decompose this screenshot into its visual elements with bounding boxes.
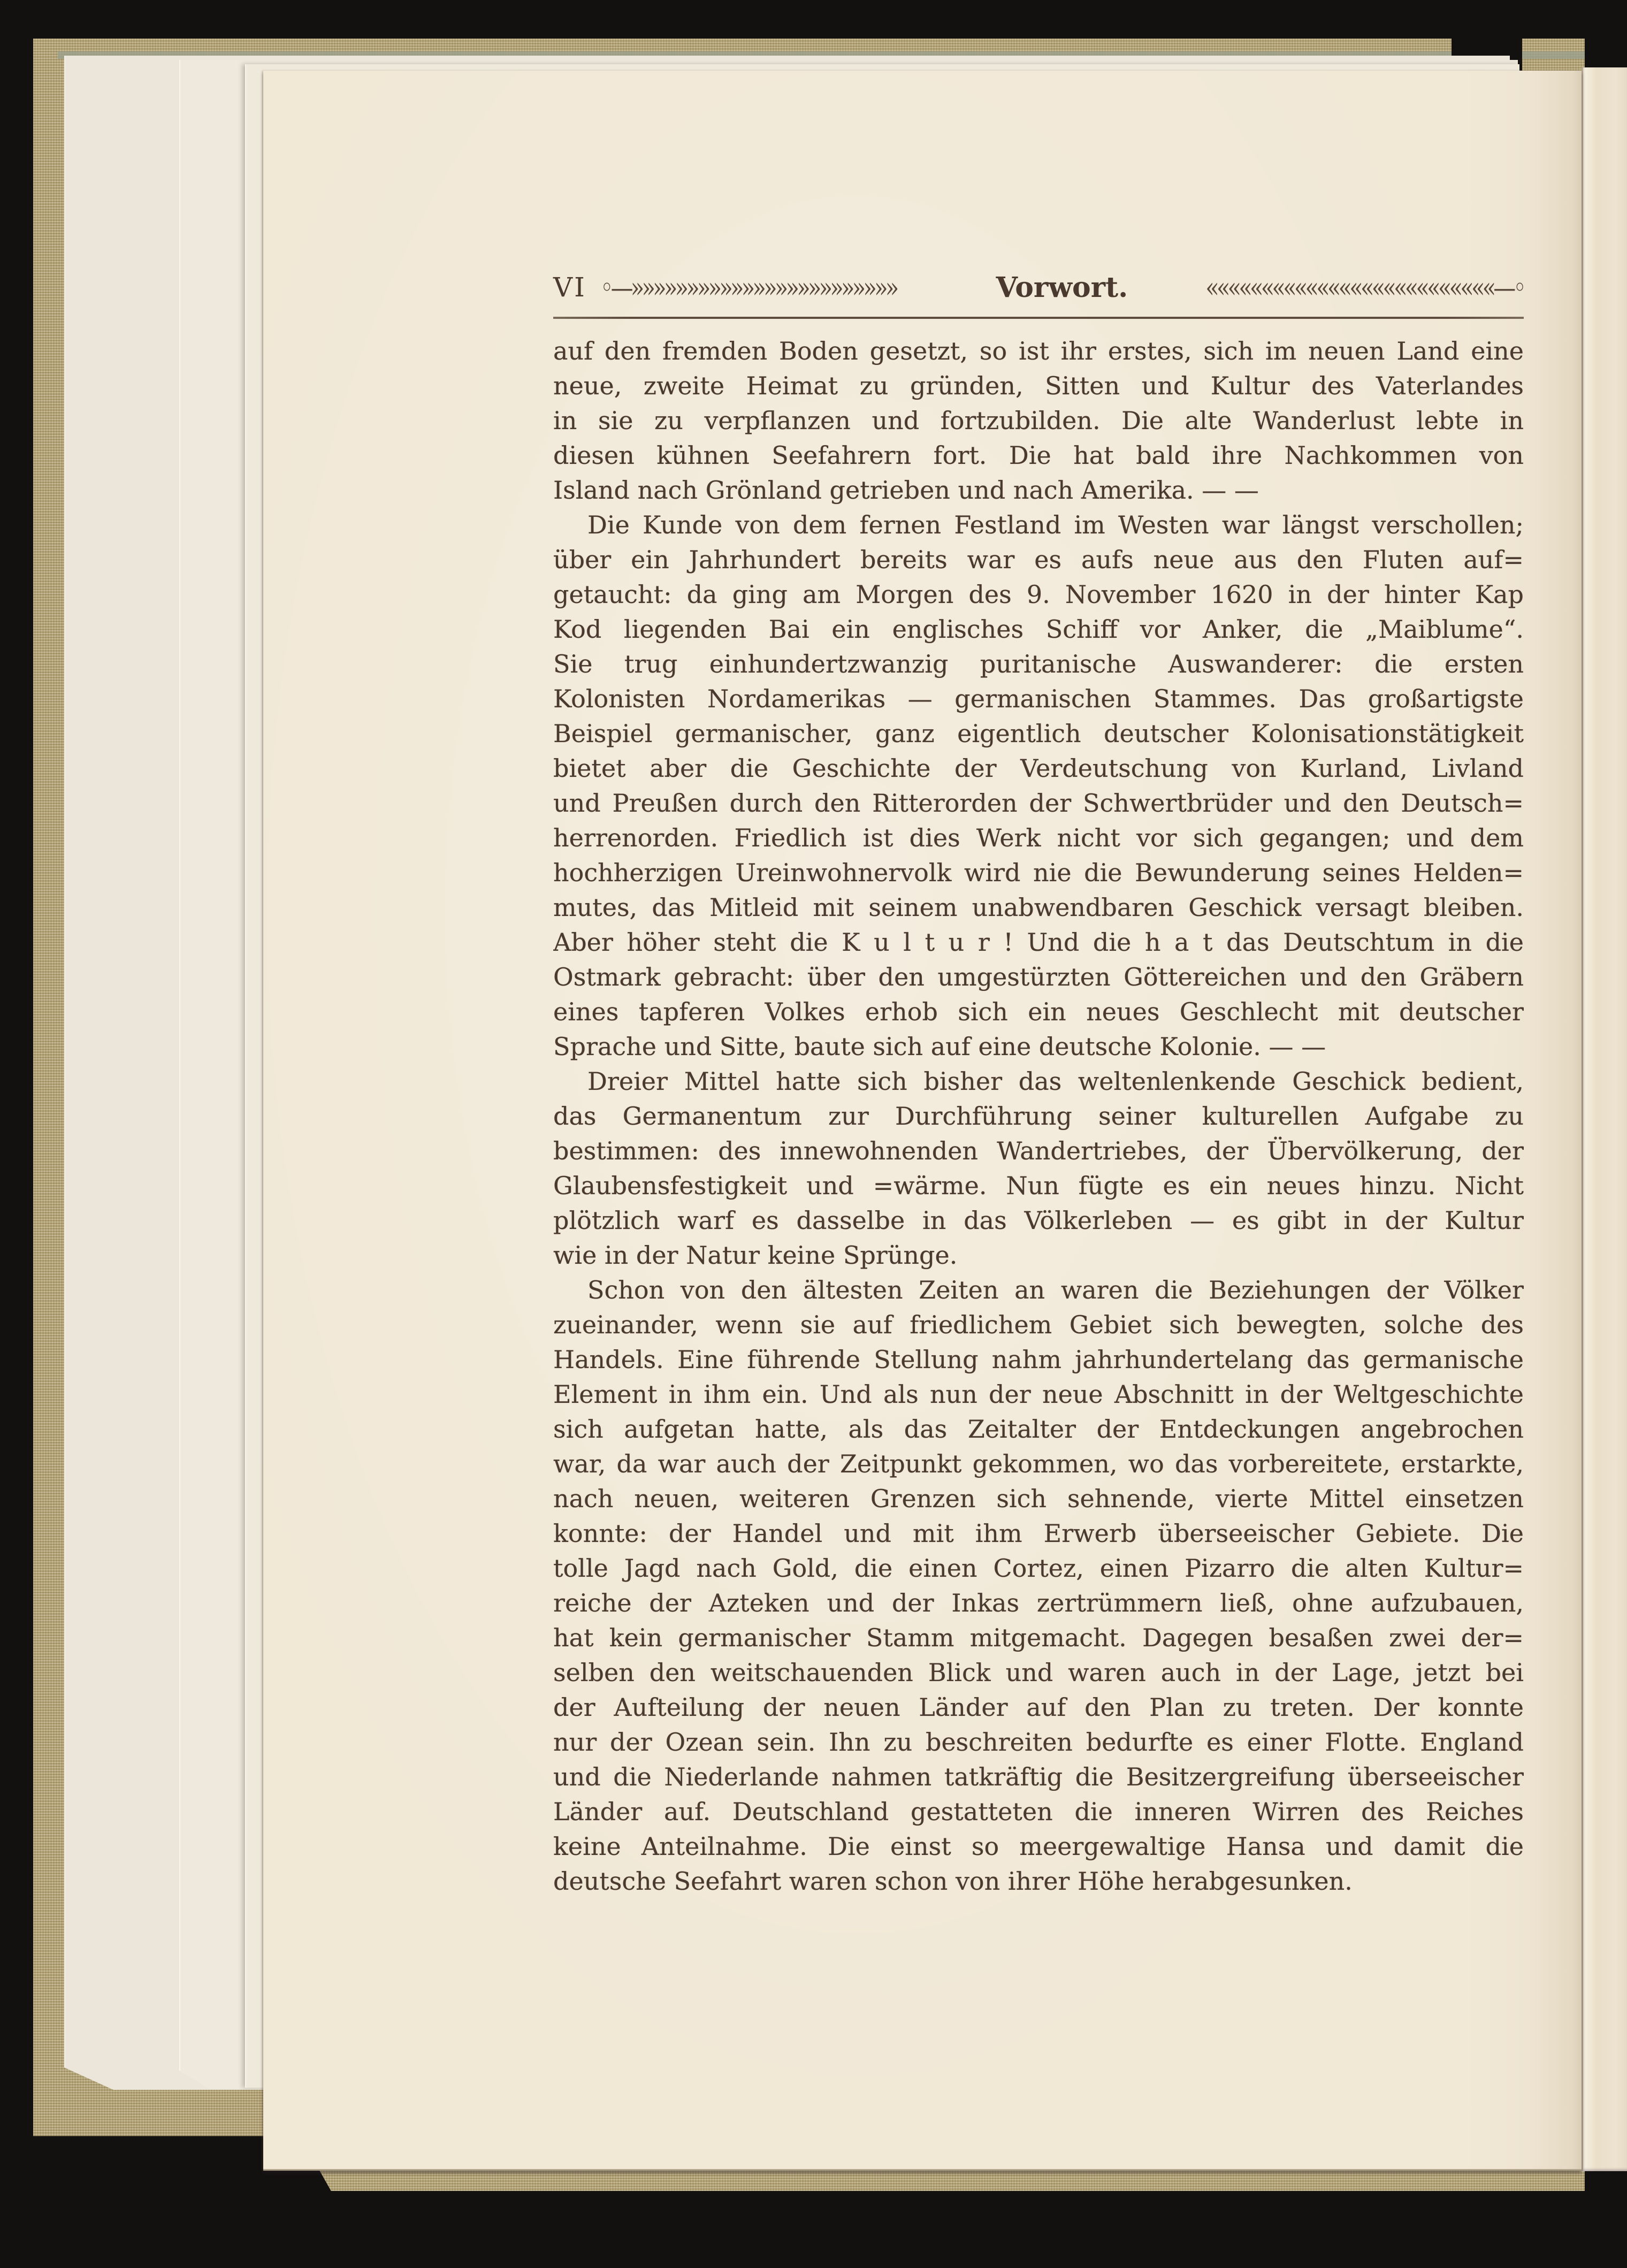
- text-line: neue, zweite Heimat zu gründen, Sitten und Kultur des Vaterlandes: [553, 371, 1524, 400]
- text-line: Kolonisten Nordamerikas — germanischen Stammes. Das großartigste: [553, 684, 1524, 713]
- page-number: VI: [553, 272, 586, 303]
- paragraph: [553, 1064, 1524, 1273]
- text-line: tolle Jagd nach Gold, die einen Cortez, einen Pizarro die alten Kultur=: [553, 1554, 1524, 1583]
- text-line: der Aufteilung der neuen Länder auf den Plan zu treten. Der konnte: [553, 1693, 1524, 1722]
- text-line: Glaubensfestigkeit und =wärme. Nun fügte es ein neues hinzu. Nicht: [553, 1171, 1524, 1200]
- text-line: Ostmark gebracht: über den umgestürzten Göttereichen und den Gräbern: [553, 963, 1524, 991]
- paragraph: [553, 334, 1524, 508]
- text-line: Länder auf. Deutschland gestatteten die inneren Wirren des Reiches: [553, 1797, 1524, 1826]
- text-line: Sprache und Sitte, baute sich auf eine deutsche Kolonie. — —: [553, 1032, 1326, 1061]
- text-line: Island nach Grönland getrieben und nach Amerika. — —: [553, 476, 1259, 505]
- text-line: und die Niederlande nahmen tatkräftig die Besitzergreifung überseeischer: [553, 1762, 1524, 1791]
- text-line: auf den fremden Boden gesetzt, so ist ihr erstes, sich im neuen Land eine: [553, 337, 1524, 365]
- text-line: zueinander, wenn sie auf friedlichem Gebiet sich bewegten, solche des: [553, 1310, 1524, 1339]
- page-title: Vorwort.: [996, 271, 1128, 304]
- text-line: und Preußen durch den Ritterorden der Schwertbrüder und den Deutsch=: [553, 789, 1524, 818]
- text-line: das Germanentum zur Durchführung seiner kulturellen Aufgabe zu: [553, 1102, 1524, 1131]
- text-line: bestimmen: des innewohnenden Wandertriebes, der Übervölkerung, der: [553, 1136, 1524, 1165]
- text-line: nur der Ozean sein. Ihn zu beschreiten bedurfte es einer Flotte. England: [553, 1728, 1524, 1757]
- book-page: [263, 71, 1582, 2171]
- text-line: über ein Jahrhundert bereits war es aufs neue aus den Fluten auf=: [553, 545, 1524, 574]
- text-line: Sie trug einhundertzwanzig puritanische Auswanderer: die ersten: [553, 650, 1524, 678]
- text-line: eines tapferen Volkes erhob sich ein neues Geschlecht mit deutscher: [553, 997, 1524, 1026]
- text-line: herrenorden. Friedlich ist dies Werk nicht vor sich gegangen; und dem: [553, 823, 1524, 852]
- text-line: mutes, das Mitleid mit seinem unabwendbaren Geschick versagt bleiben.: [553, 893, 1524, 922]
- ornament-arrows-right-icon: ««««««««««««««««««««««««««—◦: [1205, 271, 1524, 304]
- text-line: Schon von den ältesten Zeiten an waren die Beziehungen der Völker: [587, 1276, 1524, 1304]
- text-line: Aber höher steht die K u l t u r ! Und die h a t das Deutschtum in die: [553, 928, 1524, 957]
- body-text: [553, 334, 1524, 1899]
- text-line: plötzlich warf es dasselbe in das Völkerleben — es gibt in der Kultur: [553, 1206, 1524, 1235]
- text-line: nach neuen, weiteren Grenzen sich sehnende, vierte Mittel einsetzen: [553, 1484, 1524, 1513]
- text-line: Element in ihm ein. Und als nun der neue Abschnitt in der Weltgeschichte: [553, 1380, 1524, 1409]
- text-line: reiche der Azteken und der Inkas zertrümmern ließ, ohne aufzubauen,: [553, 1589, 1524, 1617]
- text-line: hochherzigen Ureinwohnervolk wird nie die Bewunderung seines Helden=: [553, 858, 1524, 887]
- paragraph: [553, 1273, 1524, 1899]
- text-line: diesen kühnen Seefahrern fort. Die hat bald ihre Nachkommen von: [553, 441, 1524, 470]
- text-line: selben den weitschauenden Blick und waren auch in der Lage, jetzt bei: [553, 1658, 1524, 1687]
- running-header: [553, 270, 1524, 305]
- text-line: getaucht: da ging am Morgen des 9. November 1620 in der hinter Kap: [553, 580, 1524, 609]
- text-line: hat kein germanischer Stamm mitgemacht. Dagegen besaßen zwei der=: [553, 1623, 1524, 1652]
- adjacent-page-edge: [1582, 67, 1627, 2171]
- text-line: Kod liegenden Bai ein englisches Schiff vor Anker, die „Maiblume“.: [553, 615, 1524, 644]
- text-line: Die Kunde von dem fernen Festland im Westen war längst verschollen;: [587, 510, 1524, 539]
- header-rule: [553, 317, 1524, 319]
- text-line: keine Anteilnahme. Die einst so meergewaltige Hansa und damit die: [553, 1832, 1524, 1861]
- text-line: bietet aber die Geschichte der Verdeutschung von Kurland, Livland: [553, 754, 1524, 783]
- text-line: Dreier Mittel hatte sich bisher das weltenlenkende Geschick bedient,: [587, 1067, 1524, 1096]
- text-line: Handels. Eine führende Stellung nahm jahrhundertelang das germanische: [553, 1345, 1524, 1374]
- ornament-arrows-left-icon: ◦—»»»»»»»»»»»»»»»»»»»»»»»»: [600, 271, 897, 304]
- paragraph: [553, 508, 1524, 1064]
- text-line: konnte: der Handel und mit ihm Erwerb überseeischer Gebiete. Die: [553, 1519, 1524, 1548]
- text-line: sich aufgetan hatte, als das Zeitalter der Entdeckungen angebrochen: [553, 1415, 1524, 1444]
- text-line: Beispiel germanischer, ganz eigentlich deutscher Kolonisationstätigkeit: [553, 719, 1524, 748]
- text-line: deutsche Seefahrt waren schon von ihrer Höhe herabgesunken.: [553, 1867, 1353, 1896]
- text-line: wie in der Natur keine Sprünge.: [553, 1241, 958, 1270]
- text-line: war, da war auch der Zeitpunkt gekommen, wo das vorbereitete, erstarkte,: [553, 1449, 1524, 1478]
- text-column: [553, 270, 1524, 1899]
- text-line: in sie zu verpflanzen und fortzubilden. Die alte Wanderlust lebte in: [553, 406, 1524, 435]
